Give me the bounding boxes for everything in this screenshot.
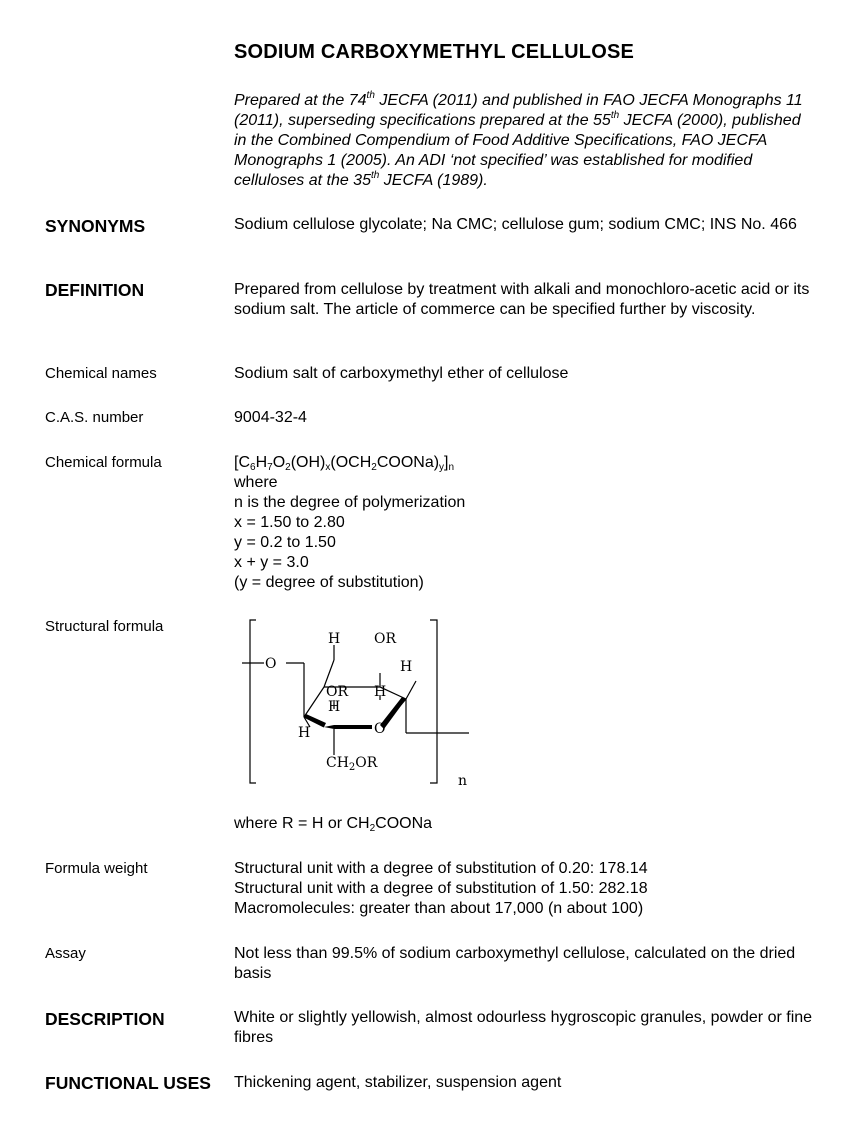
cas-number-value: 9004-32-4 [234,409,307,426]
ch2or-group: $CH_2OR$ [326,755,378,773]
preamble-text: Prepared at the 74th JECFA (2011) and published in FAO JECFA Monographs 11 (2011), superseding specifications prepared at the 55th JECFA (2000), published in the Combined Compendium of Food Additive Specifications, FAO JECFA Monographs 1 (2005). An ADI ‘not specified’ was established for modified celluloses at the 35th JECFA (1989). [234,90,803,189]
chemical-formula-value [234,453,824,593]
structural-formula-note: where R = H or $CH_2COONa$ [234,815,433,834]
cas-number-label: C.A.S. number [45,409,144,426]
synonyms-label: SYNONYMS [45,216,146,236]
formula-line: y = 0.2 to 1.50 [234,534,336,551]
structural-formula-diagram [234,615,484,800]
formula-weight-line: Macromolecules: greater than about 17,000 (n about 100) [234,900,644,917]
left-bracket-shape [250,620,256,783]
atom-h-top: H [328,631,341,647]
structural-formula-svg [234,615,484,795]
atom-h-under-or: H [328,699,341,715]
formula-line: where [234,474,278,491]
ring-oxygen: O [374,721,386,737]
definition-value: Prepared from cellulose by treatment with alkali and monochloro-acetic acid or its sodium salt. The article of commerce can be specified further by viscosity. [234,281,810,318]
structural-formula-label: Structural formula [45,618,164,635]
atom-h-right: H [400,659,413,675]
description-label: DESCRIPTION [45,1009,165,1029]
functional-uses-value: Thickening agent, stabilizer, suspension agent [234,1074,562,1091]
formula-line: x = 1.50 to 2.80 [234,514,345,531]
subscript-n: n [458,773,468,789]
formula-line: n is the degree of polymerization [234,494,466,511]
atom-or-top: OR [374,631,397,647]
definition-label: DEFINITION [45,280,145,300]
bridge-oxygen: O [265,656,277,672]
chemical-formula-expression: $[C_6H_7O_2(OH)_x(OCH_2COONa)_y]_n$ [234,454,455,473]
chemical-names-label: Chemical names [45,365,157,382]
formula-weight-value [234,859,824,919]
formula-line: x + y = 3.0 [234,554,309,571]
atom-h-left: H [298,725,311,741]
formula-weight-label: Formula weight [45,860,148,877]
description-value: White or slightly yellowish, almost odourless hygroscopic granules, powder or fine fibres [234,1009,813,1046]
monograph-title: SODIUM CARBOXYMETHYL CELLULOSE [233,41,635,63]
chemical-formula-label: Chemical formula [45,454,162,471]
right-bracket-shape [430,620,437,783]
atom-h-mid: H [374,684,387,700]
formula-weight-line: Structural unit with a degree of substitution of 0.20: 178.14 [234,860,648,877]
assay-value: Not less than 99.5% of sodium carboxymethyl cellulose, calculated on the dried basis [234,945,796,982]
formula-line: (y = degree of substitution) [234,574,424,591]
synonyms-value: Sodium cellulose glycolate; Na CMC; cellulose gum; sodium CMC; INS No. 466 [234,216,797,233]
formula-weight-line: Structural unit with a degree of substitution of 1.50: 282.18 [234,880,648,897]
assay-label: Assay [45,945,86,962]
bold-bond-shape [324,725,372,729]
atom-or-mid: OR [326,684,349,700]
chemical-names-value: Sodium salt of carboxymethyl ether of cellulose [234,365,569,382]
functional-uses-label: FUNCTIONAL USES [45,1073,211,1093]
